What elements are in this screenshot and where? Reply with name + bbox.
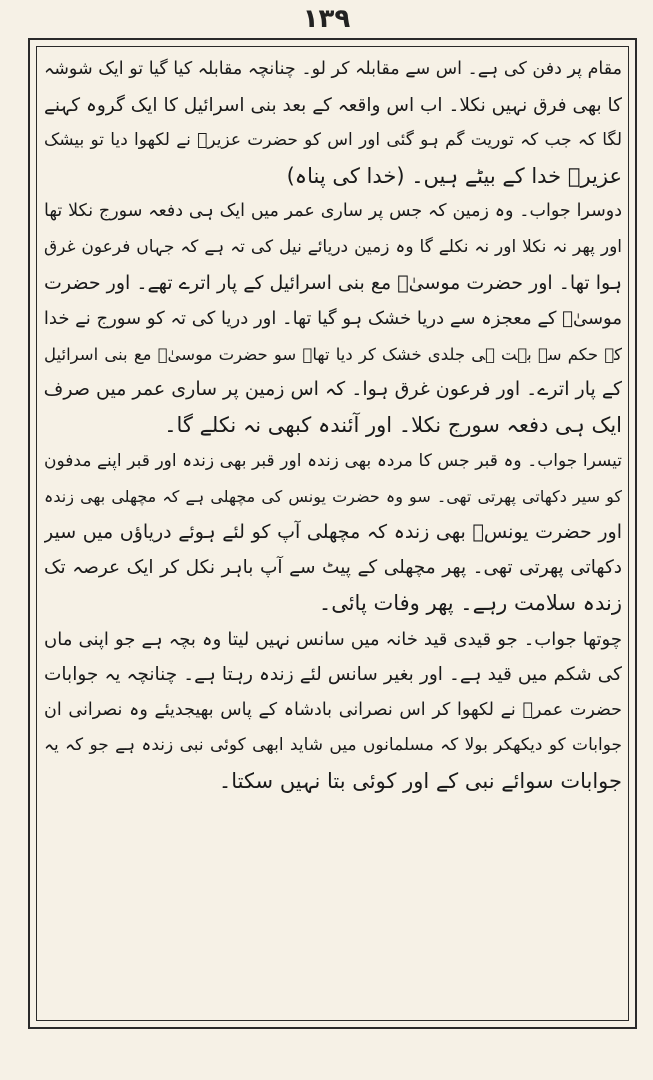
text-line: ایک ہی دفعہ سورج نکلا۔ اور آئندہ کبھی نہ نکلے گا۔ xyxy=(164,412,622,437)
text-line: کے حکم سے بہت ہی جلدی خشک کر دیا تھا۔ سو حضرت موسیٰؑ مع بنی اسرائیل xyxy=(44,344,622,364)
text-line: دوسرا جواب۔ وہ زمین کہ جس پر ساری عمر میں ایک ہی دفعہ سورج نکلا تھا xyxy=(44,201,622,222)
text-line: کی شکم میں قید ہے۔ اور بغیر سانس لئے زندہ رہتا ہے۔ چنانچہ یہ جوابات xyxy=(44,664,622,686)
text-line: کے پار اترے۔ اور فرعون غرق ہوا۔ کہ اس زمین پر ساری عمر میں صرف xyxy=(44,378,622,401)
text-line: اور حضرت یونسؑ بھی زندہ کہ مچھلی آپ کو لئے ہوئے دریاؤں میں سیر xyxy=(44,520,622,543)
text-line: چوتھا جواب۔ جو قیدی قید خانہ میں سانس نہیں لیتا وہ بچہ ہے جو اپنی ماں xyxy=(44,628,622,650)
text-line: حضرت عمرؓ نے لکھوا کر اس نصرانی بادشاہ کے پاس بھیجدیئے وہ نصرانی ان xyxy=(44,699,622,720)
text-line: مقام پر دفن کی ہے۔ اس سے مقابلہ کر لو۔ چنانچہ مقابلہ کیا گیا تو ایک شوشہ xyxy=(44,59,622,79)
page-number: ۱۳۹ xyxy=(302,4,351,34)
text-line: جوابات سوائے نبی کے اور کوئی بتا نہیں سکتا۔ xyxy=(218,768,622,793)
text-line: جوابات کو دیکھکر بولا کہ مسلمانوں میں شاید ابھی کوئی نبی زندہ ہے جو کہ یہ xyxy=(44,735,622,756)
text-line: عزیرؑ خدا کے بیٹے ہیں۔ (خدا کی پناہ) xyxy=(286,163,622,188)
text-line: کو سیر دکھاتی پھرتی تھی۔ سو وہ حضرت یونس کی مچھلی ہے کہ مچھلی بھی زندہ xyxy=(44,487,622,507)
text-line: تیسرا جواب۔ وہ قبر جس کا مردہ بھی زندہ اور قبر بھی زندہ اور قبر اپنے مدفون xyxy=(44,450,622,471)
text-line: لگا کہ جب کہ توریت گم ہو گئی اور اس کو حضرت عزیرؑ نے لکھوا دیا تو بیشک xyxy=(44,130,622,151)
text-line: زندہ سلامت رہے۔ پھر وفات پائی۔ xyxy=(318,590,622,615)
text-line: اور پھر نہ نکلا اور نہ نکلے گا وہ زمین دریائے نیل کی تہ ہے کہ جہاں فرعون غرق xyxy=(44,236,622,257)
text-line: ہوا تھا۔ اور حضرت موسیٰؑ مع بنی اسرائیل کے پار اترے تھے۔ اور حضرت xyxy=(44,271,622,294)
page-text xyxy=(44,52,622,1017)
text-line: دکھاتی پھرتی تھی۔ پھر مچھلی کے پیٹ سے آپ باہر نکل کر ایک عرصہ تک xyxy=(44,557,622,579)
text-line: کا بھی فرق نہیں نکلا۔ اب اس واقعہ کے بعد بنی اسرائیل کا ایک گروہ کہنے xyxy=(44,94,622,116)
text-line: موسیٰؑ کے معجزہ سے دریا خشک ہو گیا تھا۔ اور دریا کی تہ کو سورج نے خدا xyxy=(44,308,622,330)
